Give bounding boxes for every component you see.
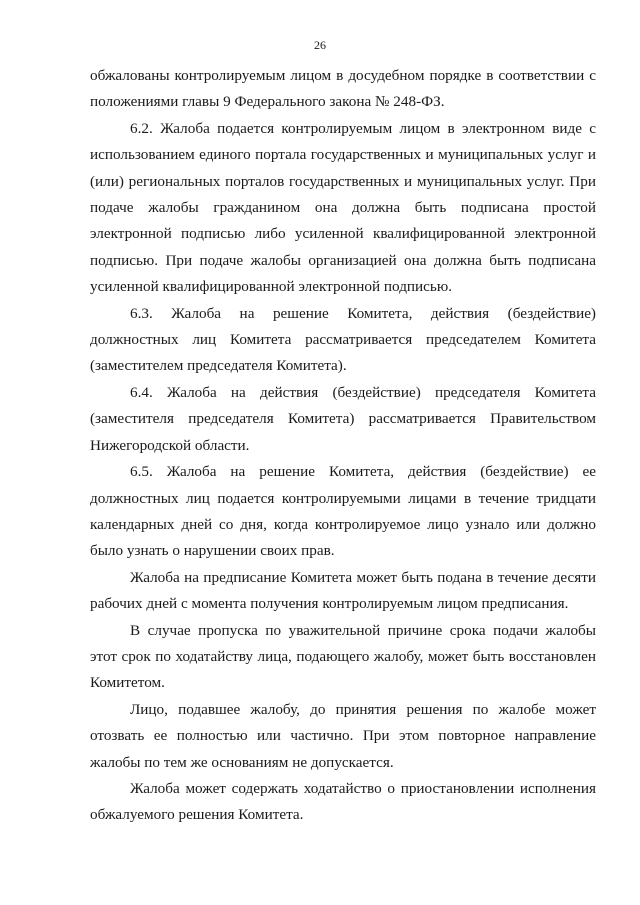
document-body: [90, 63, 596, 829]
paragraph-suspension-request: Жалоба может содержать ходатайство о приостановлении исполнения обжалуемого решения Комитета.: [90, 779, 596, 824]
paragraph-continuation: обжалованы контролируемым лицом в досудебном порядке в соответствии с положениями главы 9 Федерального закона № 248-ФЗ.: [90, 67, 596, 111]
paragraph-6-3: 6.3. Жалоба на решение Комитета, действия (бездействие) должностных лиц Комитета рассматривается председателем Комитета (заместителем председателя Комитета).: [90, 304, 596, 375]
paragraph-6-2: 6.2. Жалоба подается контролируемым лицом в электронном виде с использованием единого портала государственных и муниципальных услуг и (или) региональных порталов государственных и муниципальных услуг. При подаче жалобы гражданином она должна быть подписана простой электронной подписью либо усиленной квалифицированной электронной подписью. При подаче жалобы организацией она должна быть подписана усиленной квалифицированной электронной подписью.: [90, 119, 596, 296]
paragraph-6-4: 6.4. Жалоба на действия (бездействие) председателя Комитета (заместителя председателя Комитета) рассматривается Правительством Нижегородской области.: [90, 383, 596, 454]
paragraph-6-5: 6.5. Жалоба на решение Комитета, действия (бездействие) ее должностных лиц подается контролируемыми лицами в течение тридцати календарных дней со дня, когда контролируемое лицо узнало или должно было узнать о нарушении своих прав.: [90, 463, 596, 560]
page-number: 26: [314, 38, 326, 52]
paragraph-withdrawal: Лицо, подавшее жалобу, до принятия решения по жалобе может отозвать ее полностью или частично. При этом повторное направление жалобы по тем же основаниям не допускается.: [90, 700, 596, 771]
paragraph-deadline-restoration: В случае пропуска по уважительной причине срока подачи жалобы этот срок по ходатайству лица, подающего жалобу, может быть восстановлен Комитетом.: [90, 621, 596, 692]
paragraph-prescription-appeal: Жалоба на предписание Комитета может быть подана в течение десяти рабочих дней с момента получения контролируемым лицом предписания.: [90, 568, 596, 613]
